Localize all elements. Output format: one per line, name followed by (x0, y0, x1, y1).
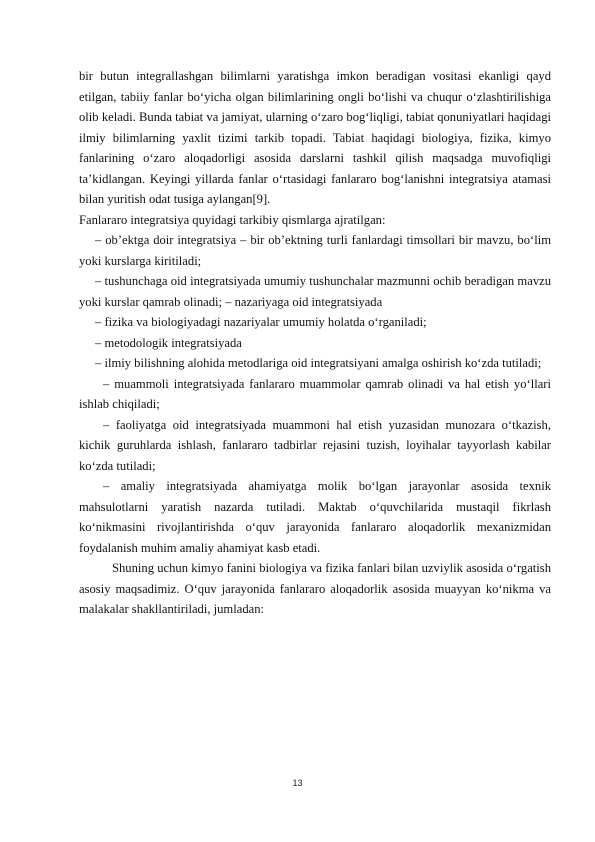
list-item-methodology: ‒ metodologik integratsiyada (95, 335, 242, 350)
list-item-activity: ‒ faoliyatga oid integratsiyada muammoni hal etish yuzasidan munozara o‘tkazish, kichik guruhlarda ishlash, fanlararo tadbirlar rejasini tuzish, loyihalar tayyorlash kabilar ko‘zda tutiladi; (79, 417, 551, 473)
list-item-problem: ‒ muammoli integratsiyada fanlararo muammolar qamrab olinadi va hal etish yo‘llari ishlab chiqiladi; (79, 376, 551, 411)
list-item-object: ‒ ob’ektga doir integratsiya – bir ob’ektning turli fanlardagi timsollari bir mavzu, bo‘lim yoki kurslarga kiritiladi; (79, 233, 551, 268)
list-item-methods: ‒ ilmiy bilishning alohida metodlariga oid integratsiyani amalga oshirish ko‘zda tutiladi; (95, 356, 542, 370)
paragraph-conclusion: Shuning uchun kimyo fanini biologiya va fizika fanlari bilan uzviylik asosida o‘rgatish asosiy maqsadimiz. O‘quv jarayonida fanlararo aloqadorlik asosida muayyan ko‘nikma va malakalar shakllantiriladi, jumladan: (79, 561, 551, 616)
body-text (79, 66, 551, 620)
page-number: 13 (292, 778, 303, 788)
list-item-practical: ‒ amaliy integratsiyada ahamiyatga molik bo‘lgan jarayonlar asosida texnik mahsulotlarni yaratish nazarda tutiladi. Maktab o‘quvchilarida mustaqil fikrlash ko‘nikmasini rivojlantirishda o‘quv jarayonida fanlararo aloqadorlik mexanizmidan foydalanish muhim amaliy ahamiyat kasb etadi. (79, 479, 551, 555)
paragraph-heading: Fanlararo integratsiya quyidagi tarkibiy qismlarga ajratilgan: (79, 212, 386, 227)
list-item-concept: ‒ tushunchaga oid integratsiyada umumiy tushunchalar mazmunni ochib beradigan mavzu yoki kurslar qamrab olinadi; ‒ nazariyaga oid integratsiyada (79, 274, 551, 309)
paragraph-intro: bir butun integrallashgan bilimlarni yaratishga imkon beradigan vositasi ekanligi qayd etilgan, tabiiy fanlar bo‘yicha olgan bilimlarining ongli bo‘lishi va chuqur o‘zlashtirilishiga olib keladi. Bunda tabiat va jamiyat, ularning o‘zaro bog‘liqligi, tabiat qonuniyatlari haqidagi ilmiy bilimlarning yaxlit tizimi tarkib topadi. Tabiat haqidagi biologiya, fizika, kimyo fanlarining o‘zaro aloqadorligi asosida darslarni tashkil qilish maqsadga muvofiqligi ta’kidlangan. Keyingi yillarda fanlar o‘rtasidagi fanlararo bog‘lanishni integratsiya atamasi bilan yuritish odat tusiga aylangan[9]. (79, 69, 551, 206)
list-item-theory: ‒ fizika va biologiyadagi nazariyalar umumiy holatda o‘rganiladi; (95, 315, 427, 329)
